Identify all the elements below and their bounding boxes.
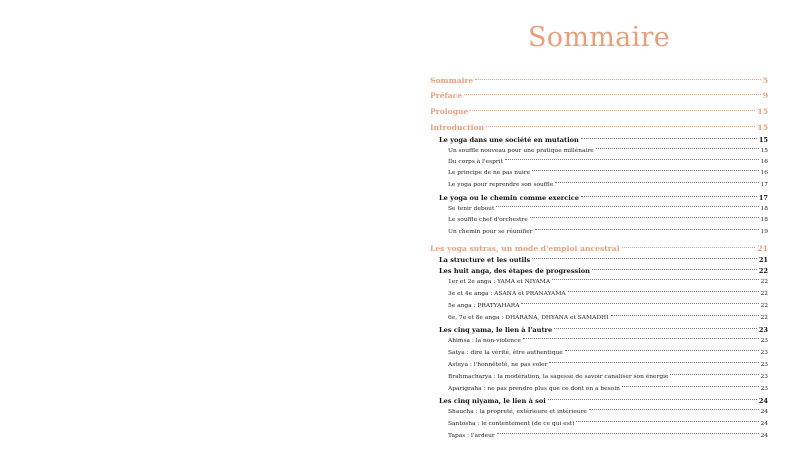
toc-entry[interactable] bbox=[448, 409, 768, 415]
toc-entry-page: 15 bbox=[757, 123, 768, 132]
toc-entry-title: Un chemin pour se réunifier bbox=[448, 229, 533, 235]
toc-entry[interactable] bbox=[448, 206, 768, 212]
toc-leader-dots bbox=[497, 433, 759, 434]
toc-leader-dots bbox=[470, 110, 755, 111]
toc-entry-title: Du corps à l'esprit bbox=[448, 159, 503, 165]
toc-leader-dots bbox=[530, 217, 759, 218]
toc-entry-page: 15 bbox=[758, 136, 768, 144]
toc-leader-dots bbox=[464, 94, 761, 95]
toc-leader-dots bbox=[589, 409, 759, 410]
toc-entry-page: 24 bbox=[758, 397, 768, 405]
toc-entry-page: 23 bbox=[760, 386, 768, 392]
toc-entry-title: Sommaire bbox=[430, 76, 474, 85]
toc-leader-dots bbox=[521, 303, 758, 304]
toc-entry-page: 23 bbox=[758, 326, 768, 334]
toc-entry[interactable] bbox=[448, 362, 768, 368]
toc-entry[interactable] bbox=[448, 148, 768, 154]
toc-entry-title: Shaucha : la propreté, extérieure et intérieure bbox=[448, 409, 587, 415]
toc-entry-title: Brahmacharya : la modération, la sagesse de savoir canaliser son énergie bbox=[448, 374, 669, 380]
toc-entry-title: Le souffle chef d'orchestre bbox=[448, 217, 528, 223]
toc-entry[interactable] bbox=[439, 194, 768, 202]
toc-leader-dots bbox=[549, 362, 758, 363]
toc-entry-page: 21 bbox=[757, 244, 768, 253]
toc-entry[interactable] bbox=[448, 386, 768, 392]
toc-entry[interactable] bbox=[439, 397, 768, 405]
toc-leader-dots bbox=[532, 258, 757, 259]
toc-entry[interactable] bbox=[448, 338, 768, 344]
toc-entry-page: 22 bbox=[760, 315, 768, 321]
toc-leader-dots bbox=[554, 328, 757, 329]
toc-entry-page: 23 bbox=[760, 338, 768, 344]
toc-entry-title: 1er et 2e anga : YAMA et NIYAMA bbox=[448, 279, 551, 285]
toc-leader-dots bbox=[505, 159, 759, 160]
toc-entry-title: 5e anga : PRATYAHARA bbox=[448, 303, 520, 309]
toc-entry-title: Asteya : l'honnêteté, ne pas voler bbox=[448, 362, 548, 368]
toc-entry-title: 6e, 7e et 8e anga : DHARANA, DHYANA et SAMADHI bbox=[448, 315, 609, 321]
toc-leader-dots bbox=[581, 196, 757, 197]
toc-entry[interactable] bbox=[448, 229, 768, 235]
toc-entry[interactable] bbox=[430, 91, 768, 100]
toc-entry-page: 24 bbox=[760, 409, 768, 415]
toc-entry-title: Les cinq yama, le lien à l'autre bbox=[439, 326, 553, 334]
toc-entry-title: Ahimsa : la non-violence bbox=[448, 338, 521, 344]
toc-entry[interactable] bbox=[448, 315, 768, 321]
toc-entry-page: 9 bbox=[762, 91, 768, 100]
toc-entry[interactable] bbox=[448, 303, 768, 309]
toc-entry-page: 23 bbox=[760, 374, 768, 380]
toc-entry-title: Le yoga ou le chemin comme exercice bbox=[439, 194, 579, 202]
toc-entry-page: 15 bbox=[760, 148, 768, 154]
toc-entry-page: 16 bbox=[760, 170, 768, 176]
toc-entry-page: 19 bbox=[760, 229, 768, 235]
toc-entry-page: 23 bbox=[760, 350, 768, 356]
toc-entry-title: Les cinq niyama, le lien à soi bbox=[439, 397, 546, 405]
toc-entry[interactable] bbox=[448, 170, 768, 176]
toc-entry-page: 16 bbox=[760, 159, 768, 165]
toc-entry-title: La structure et les outils bbox=[439, 256, 531, 264]
toc-leader-dots bbox=[581, 138, 757, 139]
toc-leader-dots bbox=[532, 170, 758, 171]
toc-entry-title: Le yoga dans une société en mutation bbox=[439, 136, 579, 144]
toc-entry[interactable] bbox=[430, 76, 768, 85]
toc-leader-dots bbox=[576, 421, 758, 422]
toc-entry-page: 23 bbox=[760, 362, 768, 368]
toc-leader-dots bbox=[596, 148, 759, 149]
toc-leader-dots bbox=[622, 247, 756, 248]
toc-entry-title: Introduction bbox=[430, 123, 485, 132]
toc-entry[interactable] bbox=[448, 374, 768, 380]
toc-entry[interactable] bbox=[439, 256, 768, 264]
toc-entry-page: 15 bbox=[757, 107, 768, 116]
toc-entry[interactable] bbox=[439, 326, 768, 334]
toc-entry-page: 21 bbox=[758, 256, 768, 264]
toc-leader-dots bbox=[523, 338, 759, 339]
toc-entry[interactable] bbox=[430, 123, 768, 132]
toc-entry[interactable] bbox=[430, 244, 768, 253]
toc-entry-title: Le principe de ne pas nuire bbox=[448, 170, 531, 176]
toc-leader-dots bbox=[496, 206, 758, 207]
toc-entry-title: Les huit anga, des étapes de progression bbox=[439, 267, 590, 275]
toc-leader-dots bbox=[611, 315, 759, 316]
toc-leader-dots bbox=[670, 374, 758, 375]
toc-entry[interactable] bbox=[448, 182, 768, 188]
toc-entry-title: Un souffle nouveau pour une pratique millénaire bbox=[448, 148, 594, 154]
toc-leader-dots bbox=[548, 399, 757, 400]
toc-entry-page: 22 bbox=[758, 267, 768, 275]
toc-entry-page: 18 bbox=[760, 206, 768, 212]
toc-entry[interactable] bbox=[448, 279, 768, 285]
toc-entry-title: Santosha : le contentement (de ce qui est) bbox=[448, 421, 575, 427]
toc-entry[interactable] bbox=[448, 433, 768, 439]
toc-leader-dots bbox=[535, 229, 759, 230]
toc-entry-title: Les yoga sutras, un mode d'emploi ancestral bbox=[430, 244, 620, 253]
toc-entry-title: 3e et 4e anga : ASANA et PRANAYAMA bbox=[448, 291, 566, 297]
toc-leader-dots bbox=[552, 279, 758, 280]
toc-entry-title: Prologue bbox=[430, 107, 469, 116]
toc-entry-page: 22 bbox=[760, 279, 768, 285]
toc-entry-page: 18 bbox=[760, 217, 768, 223]
toc-entry[interactable] bbox=[439, 267, 768, 275]
toc-entry-page: 24 bbox=[760, 421, 768, 427]
toc-entry[interactable] bbox=[430, 107, 768, 116]
toc-entry-page: 17 bbox=[758, 194, 768, 202]
toc-entry-page: 5 bbox=[762, 76, 768, 85]
toc-leader-dots bbox=[592, 269, 757, 270]
toc-entry-title: Préface bbox=[430, 91, 463, 100]
toc-entry-title: Tapas : l'ardeur bbox=[448, 433, 495, 439]
toc-entry-title: Satya : dire la vérité, être authentique bbox=[448, 350, 563, 356]
toc-entry-page: 22 bbox=[760, 303, 768, 309]
toc-entry[interactable] bbox=[439, 136, 768, 144]
toc-entry-title: Le yoga pour reprendre son souffle bbox=[448, 182, 554, 188]
toc-entry[interactable] bbox=[448, 217, 768, 223]
toc-entry-title: Aparigraha : ne pas prendre plus que ce dont on a besoin bbox=[448, 386, 620, 392]
toc-leader-dots bbox=[486, 126, 755, 127]
toc-leader-dots bbox=[475, 79, 760, 80]
toc-leader-dots bbox=[568, 291, 759, 292]
toc-leader-dots bbox=[622, 386, 759, 387]
toc-entry[interactable] bbox=[448, 291, 768, 297]
toc-entry-page: 22 bbox=[760, 291, 768, 297]
toc-entry-page: 24 bbox=[760, 433, 768, 439]
page-title: Sommaire bbox=[528, 22, 670, 53]
toc-leader-dots bbox=[565, 350, 759, 351]
toc-entry[interactable] bbox=[448, 421, 768, 427]
toc-entry-page: 17 bbox=[760, 182, 768, 188]
toc-entry[interactable] bbox=[448, 159, 768, 165]
toc-entry[interactable] bbox=[448, 350, 768, 356]
toc-entry-title: Se tenir debout bbox=[448, 206, 495, 212]
toc-leader-dots bbox=[555, 182, 758, 183]
